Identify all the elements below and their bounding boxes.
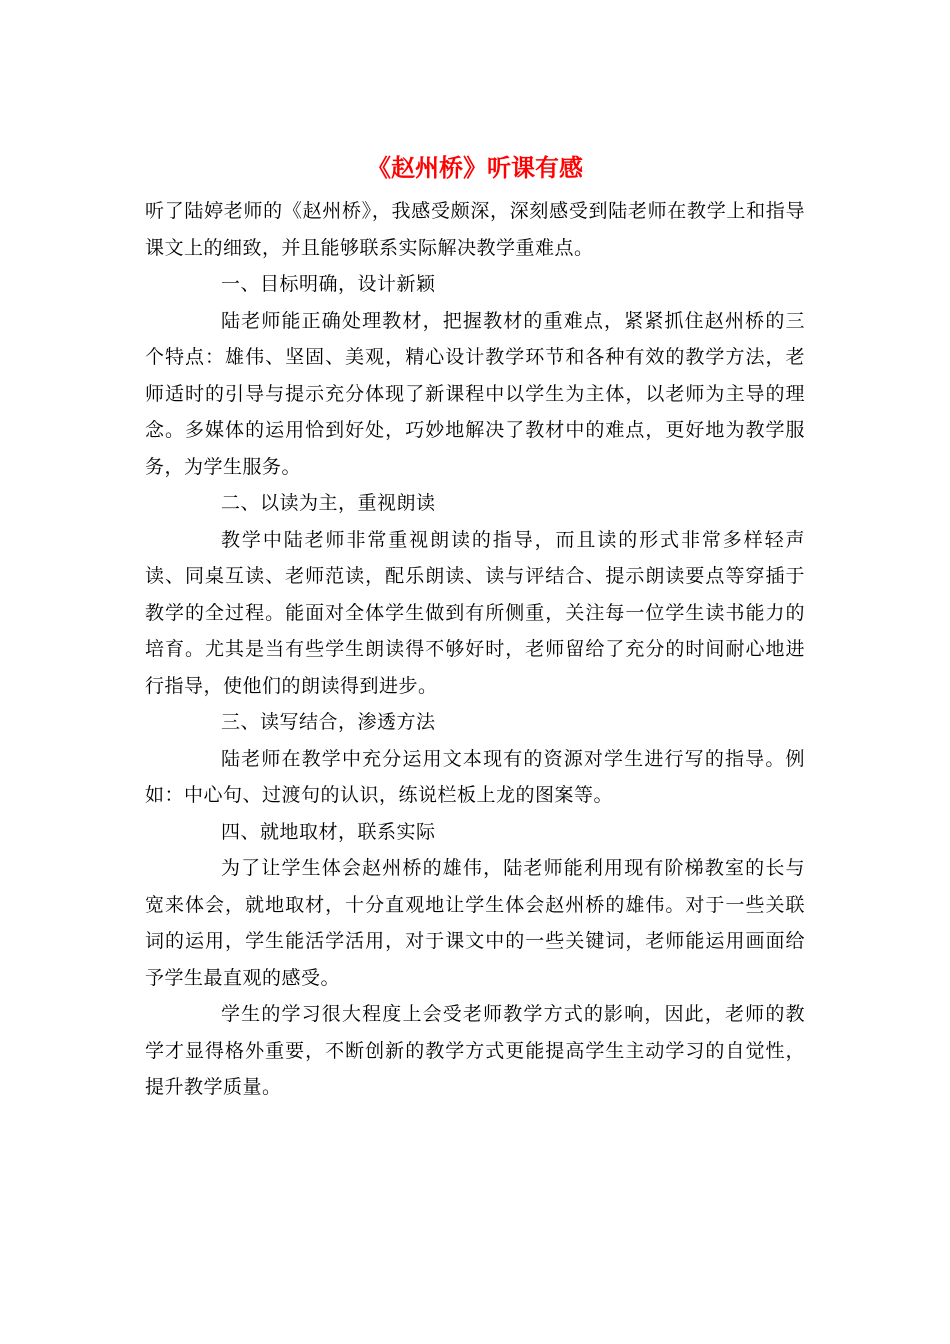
section-body-3: 陆老师在教学中充分运用文本现有的资源对学生进行写的指导。例如：中心句、过渡句的认识，练说栏板上龙的图案等。 — [145, 747, 805, 806]
section-body-2: 教学中陆老师非常重视朗读的指导，而且读的形式非常多样轻声读、同桌互读、老师范读，配乐朗读、读与评结合、提示朗读要点等穿插于教学的全过程。能面对全体学生做到有所侧重，关注每一位学生读书能力的培育。尤其是当有些学生朗读得不够好时，老师留给了充分的时间耐心地进行指导，使他们的朗读得到进步。 — [145, 528, 805, 697]
section-heading-4: 四、就地取材，联系实际 — [221, 820, 436, 843]
conclusion-paragraph: 学生的学习很大程度上会受老师教学方式的影响，因此，老师的教学才显得格外重要，不断创新的教学方式更能提高学生主动学习的自觉性，提升教学质量。 — [145, 1003, 805, 1098]
section-heading-3: 三、读写结合，渗透方法 — [221, 711, 436, 733]
section-heading-2: 二、以读为主，重视朗读 — [221, 492, 436, 514]
section-body-4: 为了让学生体会赵州桥的雄伟，陆老师能利用现有阶梯教室的长与宽来体会，就地取材，十分直观地让学生体会赵州桥的雄伟。对于一些关联词的运用，学生能活学活用，对于课文中的一些关键词，老师能运用画面给予学生最直观的感受。 — [145, 857, 805, 989]
section-body-1: 陆老师能正确处理教材，把握教材的重难点，紧紧抓住赵州桥的三个特点：雄伟、坚固、美观，精心设计教学环节和各种有效的教学方法，老师适时的引导与提示充分体现了新课程中以学生为主体，以老师为主导的理念。多媒体的运用恰到好处，巧妙地解决了教材中的难点，更好地为教学服务，为学生服务。 — [145, 309, 805, 478]
section-heading-1: 一、目标明确，设计新颖 — [221, 273, 436, 295]
intro-paragraph: 听了陆婷老师的《赵州桥》，我感受颇深，深刻感受到陆老师在教学上和指导课文上的细致，并且能够联系实际解决教学重难点。 — [145, 200, 805, 259]
document-title: 《赵州桥》听课有感 — [367, 153, 583, 182]
document-body — [145, 193, 805, 1106]
